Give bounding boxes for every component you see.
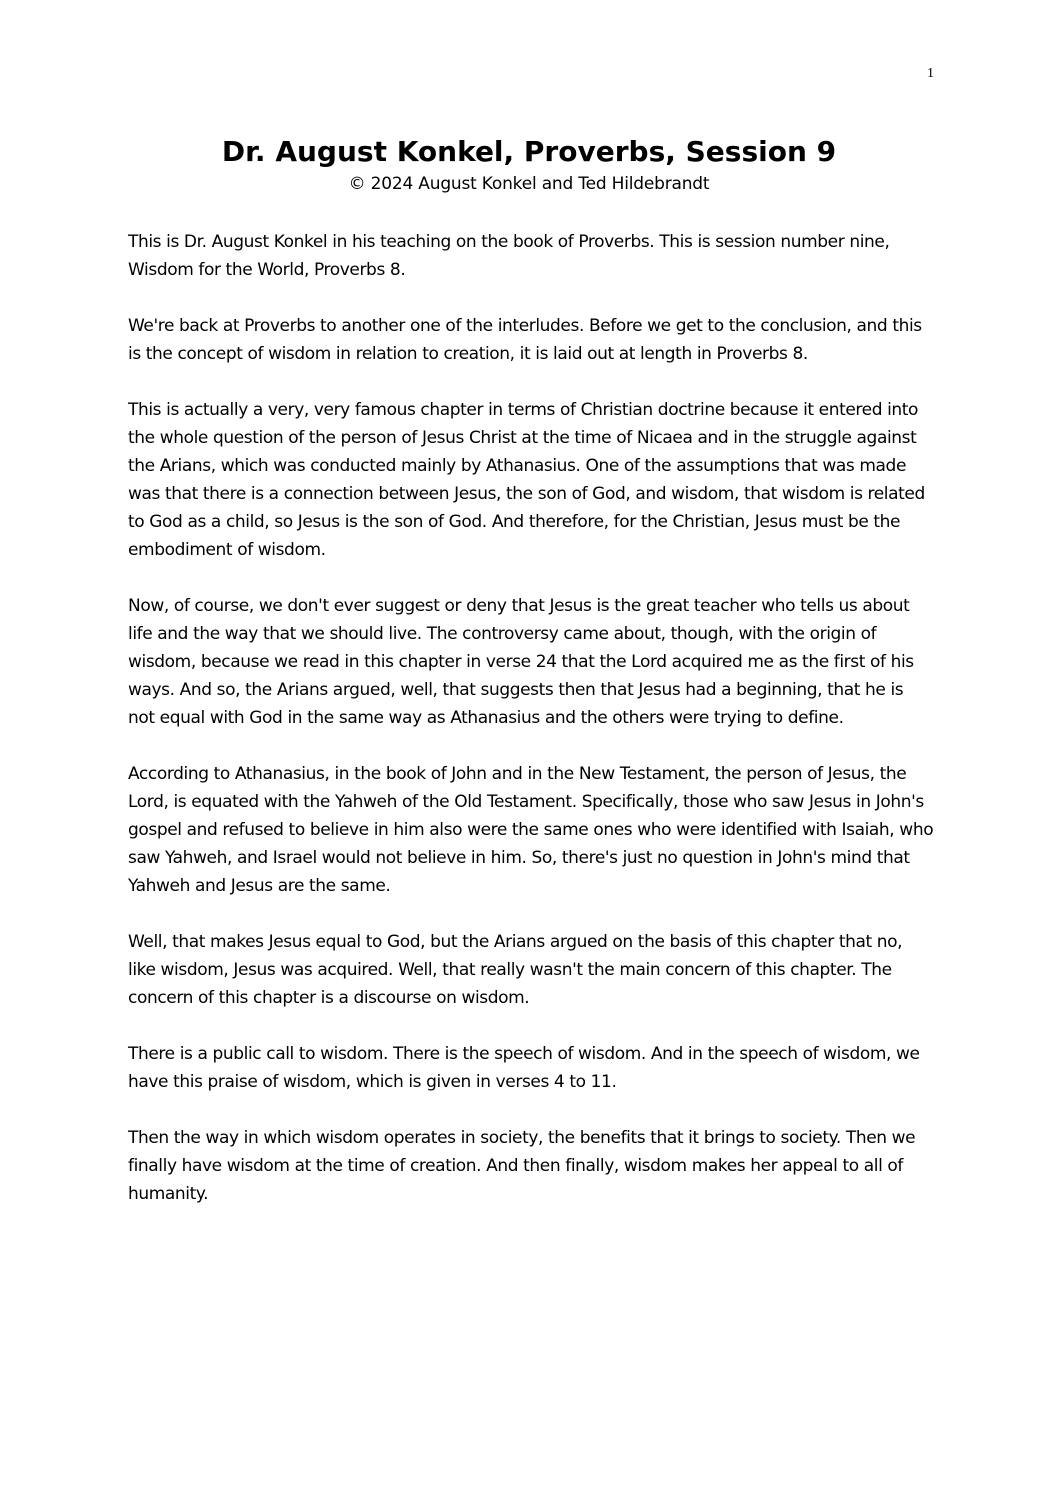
paragraph: Now, of course, we don't ever suggest or deny that Jesus is the great teacher who tells us about life and the way that we should live. The controversy came about, though, with the origin of wisdom, because we read in this chapter in verse 24 that the Lord acquired me as the first of his ways. And so, the Arians argued, well, that suggests then that Jesus had a beginning, that he is not equal with God in the same way as Athanasius and the others were trying to define. bbox=[128, 596, 914, 728]
paragraph: Then the way in which wisdom operates in society, the benefits that it brings to society. Then we finally have wisdom at the time of creation. And then finally, wisdom makes her appeal to all of humanity. bbox=[128, 1128, 916, 1204]
paragraph: According to Athanasius, in the book of John and in the New Testament, the person of Jesus, the Lord, is equated with the Yahweh of the Old Testament. Specifically, those who saw Jesus in John's gospel and refused to believe in him also were the same ones who were identified with Isaiah, who saw Yahweh, and Israel would not believe in him. So, there's just no question in John's mind that Yahweh and Jesus are the same. bbox=[128, 764, 934, 896]
document-body bbox=[128, 228, 934, 1236]
paragraph: We're back at Proverbs to another one of the interludes. Before we get to the conclusion, and this is the concept of wisdom in relation to creation, it is laid out at length in Proverbs 8. bbox=[128, 316, 922, 364]
paragraph: This is actually a very, very famous chapter in terms of Christian doctrine because it entered into the whole question of the person of Jesus Christ at the time of Nicaea and in the struggle against the Arians, which was conducted mainly by Athanasius. One of the assumptions that was made was that there is a connection between Jesus, the son of God, and wisdom, that wisdom is related to God as a child, so Jesus is the son of God. And therefore, for the Christian, Jesus must be the embodiment of wisdom. bbox=[128, 400, 925, 560]
document-title: Dr. August Konkel, Proverbs, Session 9 bbox=[221, 135, 837, 168]
paragraph: This is Dr. August Konkel in his teaching on the book of Proverbs. This is session number nine, Wisdom for the World, Proverbs 8. bbox=[128, 232, 890, 280]
copyright-line: © 2024 August Konkel and Ted Hildebrandt bbox=[348, 174, 710, 194]
document-header bbox=[0, 134, 1058, 198]
paragraph: Well, that makes Jesus equal to God, but the Arians argued on the basis of this chapter that no, like wisdom, Jesus was acquired. Well, that really wasn't the main concern of this chapter. The concern of this chapter is a discourse on wisdom. bbox=[128, 932, 903, 1008]
paragraph: There is a public call to wisdom. There is the speech of wisdom. And in the speech of wisdom, we have this praise of wisdom, which is given in verses 4 to 11. bbox=[128, 1044, 920, 1092]
page-number: 1 bbox=[927, 66, 934, 81]
